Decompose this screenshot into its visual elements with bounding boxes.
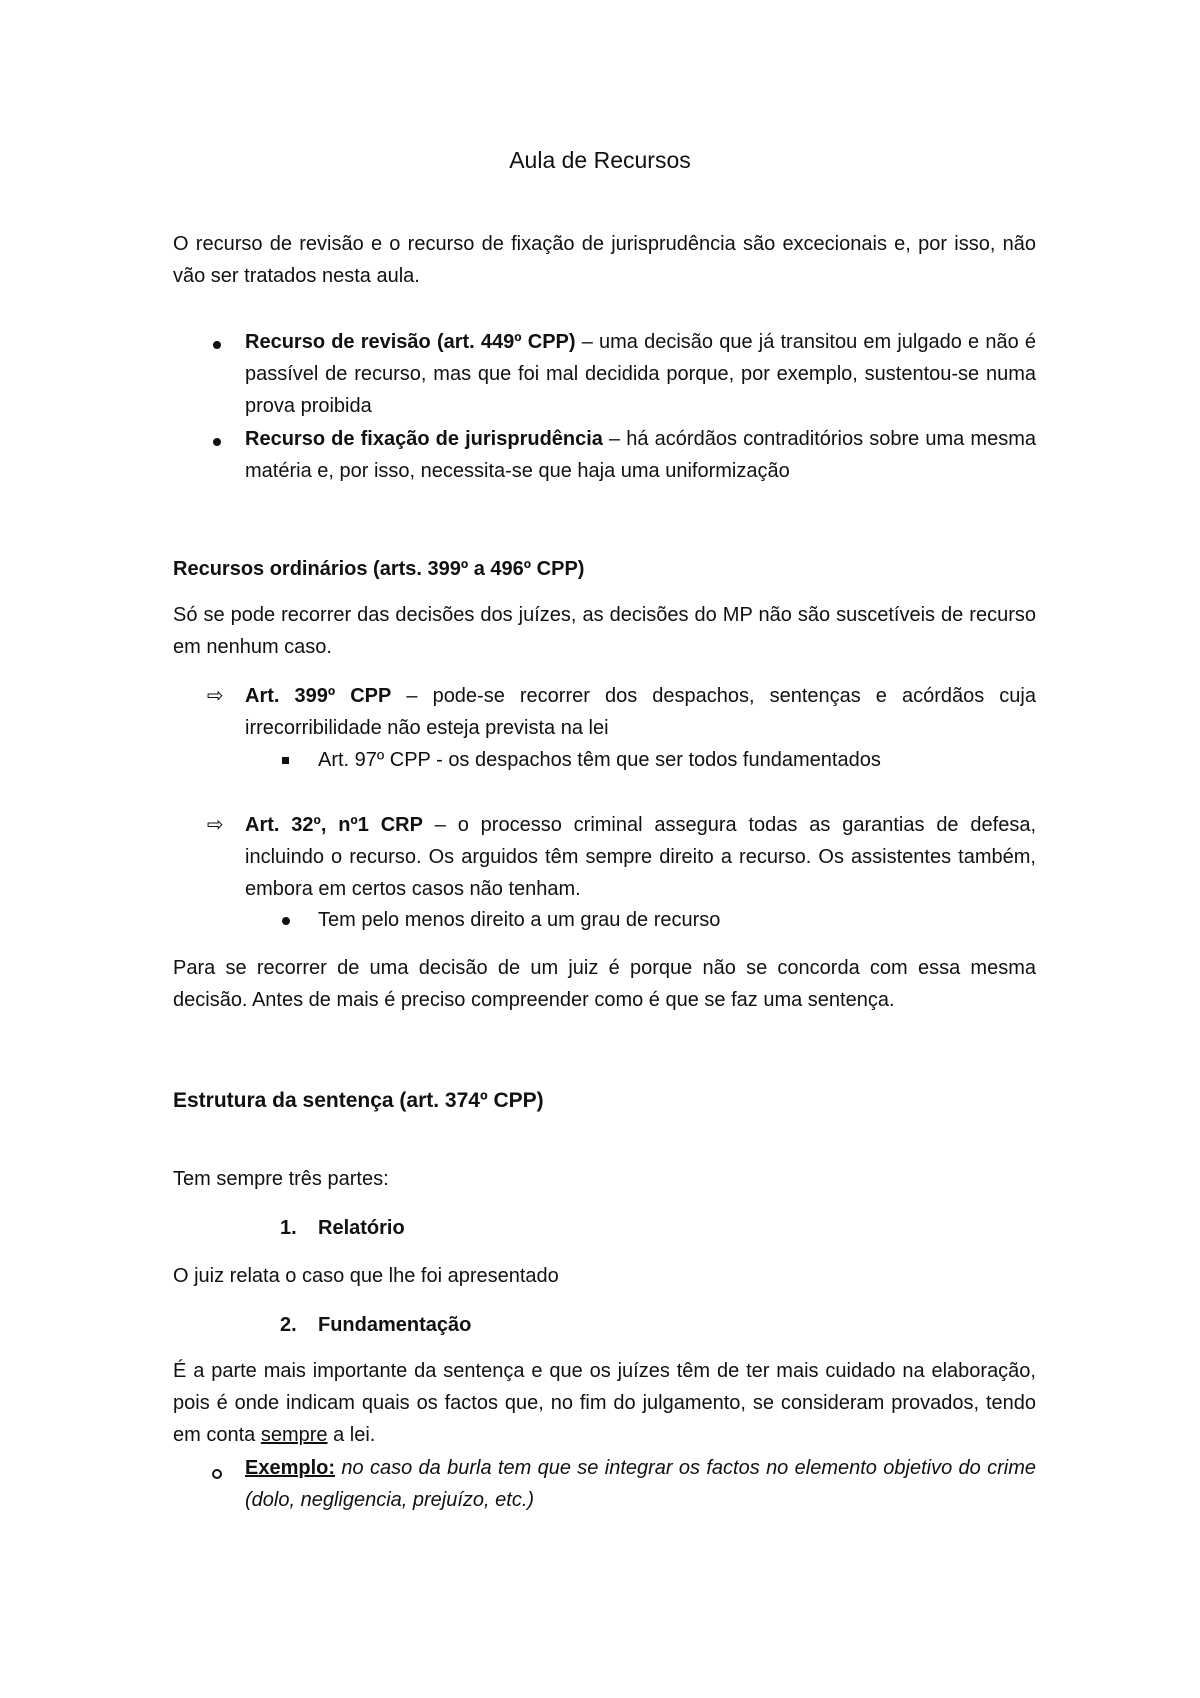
part-label-relatorio: Relatório: [318, 1217, 405, 1239]
intro-paragraph: O recurso de revisão e o recurso de fixação de jurisprudência são excecionais e, por isso, não vão ser tratados nesta aula.: [173, 233, 1036, 287]
arrow-icon: ⇨: [207, 685, 224, 707]
sub-item-grau-recurso: Tem pelo menos direito a um grau de recurso: [318, 909, 721, 931]
bullet-icon: [282, 917, 288, 923]
arrow-item-art-399: Art. 399º CPP – pode-se recorrer dos despachos, sentenças e acórdãos cuja irrecorribilidade não esteja prevista na lei: [245, 685, 1036, 739]
section1-closing-paragraph: Para se recorrer de uma decisão de um juiz é porque não se concorda com essa mesma decisão. Antes de mais é preciso compreender como é que se faz uma sentença.: [173, 957, 1036, 1011]
sub-item-art-97: Art. 97º CPP - os despachos têm que ser todos fundamentados: [318, 749, 881, 771]
bullet-icon: [213, 438, 219, 444]
bullet-icon: [213, 341, 219, 347]
arrow-item-art-32: Art. 32º, nº1 CRP – o processo criminal assegura todas as garantias de defesa, incluindo o recurso. Os arguidos têm sempre direito a recurso. Os assistentes também, embora em certos casos não tenham.: [245, 814, 1036, 900]
part-description-fundamentacao: É a parte mais importante da sentença e que os juízes têm de ter mais cuidado na elaboração, pois é onde indicam quais os factos que, no fim do julgamento, se consideram provados, tendo em conta sempre a lei.: [173, 1360, 1036, 1446]
arrow-icon: ⇨: [207, 814, 224, 836]
section-heading-estrutura-sentenca: Estrutura da sentença (art. 374º CPP): [173, 1089, 544, 1112]
list-number: 1.: [280, 1217, 297, 1239]
part-label-fundamentacao: Fundamentação: [318, 1314, 472, 1336]
square-bullet-icon: [282, 757, 289, 764]
section2-intro: Tem sempre três partes:: [173, 1168, 389, 1190]
list-item-recurso-fixacao: Recurso de fixação de jurisprudência – há acórdãos contraditórios sobre uma mesma matéria e, por isso, necessita-se que haja uma uniformização: [245, 428, 1036, 482]
list-item-recurso-revisao: Recurso de revisão (art. 449º CPP) – uma decisão que já transitou em julgado e não é passível de recurso, mas que foi mal decidida porque, por exemplo, sustentou-se numa prova proibida: [245, 331, 1036, 417]
circle-bullet-icon: [212, 1469, 222, 1479]
example-item: Exemplo: no caso da burla tem que se integrar os factos no elemento objetivo do crime (dolo, negligencia, prejuízo, etc.): [245, 1457, 1036, 1511]
part-description-relatorio: O juiz relata o caso que lhe foi apresentado: [173, 1265, 559, 1287]
section1-paragraph: Só se pode recorrer das decisões dos juízes, as decisões do MP não são suscetíveis de recurso em nenhum caso.: [173, 604, 1036, 658]
list-number: 2.: [280, 1314, 297, 1336]
section-heading-recursos-ordinarios: Recursos ordinários (arts. 399º a 496º CPP): [173, 558, 585, 580]
document-title: Aula de Recursos: [509, 147, 691, 173]
